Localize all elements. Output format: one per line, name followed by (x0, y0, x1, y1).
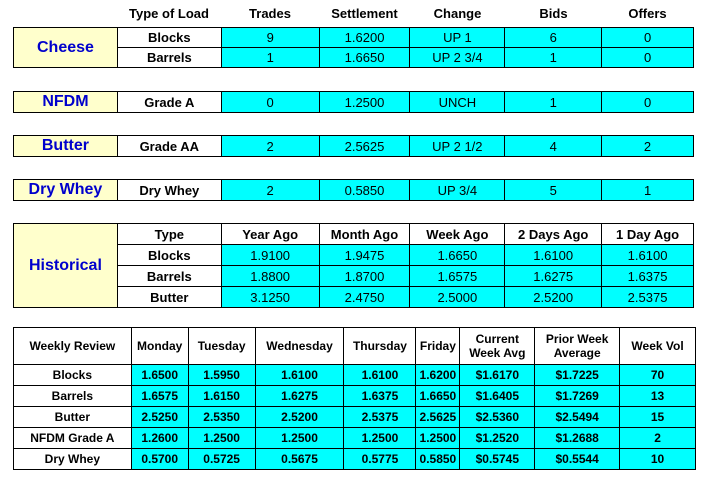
nfdm-trades: 0 (221, 92, 319, 113)
weekly-row-label: NFDM Grade A (14, 428, 132, 449)
cheese-barrels-type: Barrels (117, 48, 221, 68)
drywhey-settlement: 0.5850 (319, 180, 410, 201)
historical-cell: 1.6375 (602, 266, 694, 287)
weekly-cell: 0.5775 (344, 449, 416, 470)
drywhey-type: Dry Whey (117, 180, 221, 201)
header-change: Change (433, 6, 482, 21)
weekly-cell: $0.5544 (535, 449, 620, 470)
cheese-blocks-change: UP 1 (410, 28, 505, 48)
historical-cell: 3.1250 (221, 287, 319, 308)
weekly-cell: $1.2688 (535, 428, 620, 449)
historical-cell: 1.6100 (505, 245, 602, 266)
header-bids: Bids (539, 6, 568, 21)
cheese-blocks-bids: 6 (505, 28, 602, 48)
weekly-header-monday: Monday (131, 328, 188, 365)
weekly-cell: 0.5725 (188, 449, 255, 470)
cheese-table (13, 27, 694, 68)
weekly-cell: 2.5625 (416, 407, 460, 428)
historical-header-type: Type (117, 224, 221, 245)
cheese-blocks-offers: 0 (602, 28, 694, 48)
butter-type: Grade AA (117, 136, 221, 157)
nfdm-label: NFDM (14, 92, 118, 113)
weekly-cell: 1.6575 (131, 386, 188, 407)
cheese-barrels-trades: 1 (221, 48, 319, 68)
historical-header-1-day-ago: 1 Day Ago (602, 224, 694, 245)
historical-cell: 1.6650 (410, 245, 505, 266)
weekly-row-label: Dry Whey (14, 449, 132, 470)
historical-cell: 1.6575 (410, 266, 505, 287)
weekly-cell: 1.2500 (416, 428, 460, 449)
weekly-header-friday: Friday (416, 328, 460, 365)
weekly-cell: $2.5360 (460, 407, 535, 428)
historical-cell: 2.5375 (602, 287, 694, 308)
weekly-cell: 1.6200 (416, 365, 460, 386)
weekly-row-label: Blocks (14, 365, 132, 386)
weekly-row-label: Butter (14, 407, 132, 428)
historical-header-year-ago: Year Ago (221, 224, 319, 245)
header-settlement: Settlement (331, 6, 398, 21)
cheese-blocks-type: Blocks (117, 28, 221, 48)
weekly-cell: 1.6275 (255, 386, 344, 407)
header-trades: Trades (249, 6, 291, 21)
cheese-blocks-settlement: 1.6200 (319, 28, 410, 48)
nfdm-type: Grade A (117, 92, 221, 113)
cheese-barrels-settlement: 1.6650 (319, 48, 410, 68)
header-type-of-load: Type of Load (129, 6, 209, 21)
historical-cell: 1.9100 (221, 245, 319, 266)
weekly-cell: 1.2500 (188, 428, 255, 449)
drywhey-trades: 2 (221, 180, 319, 201)
historical-header-month-ago: Month Ago (319, 224, 410, 245)
weekly-row-label: Barrels (14, 386, 132, 407)
weekly-cell: $1.6170 (460, 365, 535, 386)
weekly-cell: 2 (620, 428, 696, 449)
weekly-cell: 1.2500 (344, 428, 416, 449)
historical-row-label: Butter (117, 287, 221, 308)
drywhey-change: UP 3/4 (410, 180, 505, 201)
weekly-cell: $1.7225 (535, 365, 620, 386)
weekly-cell: 1.6650 (416, 386, 460, 407)
weekly-cell: 0.5675 (255, 449, 344, 470)
nfdm-change: UNCH (410, 92, 505, 113)
weekly-header-prior-week-average: Prior Week Average (535, 328, 620, 365)
historical-row-label: Barrels (117, 266, 221, 287)
butter-offers: 2 (602, 136, 694, 157)
weekly-cell: $1.7269 (535, 386, 620, 407)
cheese-barrels-change: UP 2 3/4 (410, 48, 505, 68)
drywhey-bids: 5 (505, 180, 602, 201)
weekly-cell: 1.6150 (188, 386, 255, 407)
nfdm-settlement: 1.2500 (319, 92, 410, 113)
weekly-header-week-vol: Week Vol (620, 328, 696, 365)
historical-label: Historical (14, 224, 118, 308)
weekly-cell: 1.6500 (131, 365, 188, 386)
weekly-cell: 1.2600 (131, 428, 188, 449)
weekly-cell: 2.5350 (188, 407, 255, 428)
weekly-cell: 2.5200 (255, 407, 344, 428)
weekly-review-table (13, 327, 696, 470)
butter-settlement: 2.5625 (319, 136, 410, 157)
weekly-header-wednesday: Wednesday (255, 328, 344, 365)
weekly-header-weekly-review: Weekly Review (14, 328, 132, 365)
butter-label: Butter (14, 136, 118, 157)
butter-trades: 2 (221, 136, 319, 157)
historical-table (13, 223, 694, 308)
drywhey-offers: 1 (602, 180, 694, 201)
historical-cell: 1.8800 (221, 266, 319, 287)
weekly-cell: 1.6100 (344, 365, 416, 386)
weekly-cell: 10 (620, 449, 696, 470)
historical-cell: 2.5200 (505, 287, 602, 308)
weekly-cell: 0.5700 (131, 449, 188, 470)
drywhey-label: Dry Whey (14, 180, 118, 201)
cheese-barrels-bids: 1 (505, 48, 602, 68)
butter-bids: 4 (505, 136, 602, 157)
historical-cell: 2.5000 (410, 287, 505, 308)
drywhey-table (13, 179, 694, 201)
nfdm-offers: 0 (602, 92, 694, 113)
historical-cell: 2.4750 (319, 287, 410, 308)
nfdm-bids: 1 (505, 92, 602, 113)
cheese-blocks-trades: 9 (221, 28, 319, 48)
weekly-cell: $2.5494 (535, 407, 620, 428)
weekly-cell: 1.6375 (344, 386, 416, 407)
header-offers: Offers (628, 6, 667, 21)
historical-cell: 1.8700 (319, 266, 410, 287)
historical-cell: 1.6100 (602, 245, 694, 266)
weekly-cell: 13 (620, 386, 696, 407)
historical-cell: 1.9475 (319, 245, 410, 266)
weekly-cell: 0.5850 (416, 449, 460, 470)
weekly-cell: 1.5950 (188, 365, 255, 386)
weekly-header-thursday: Thursday (344, 328, 416, 365)
butter-change: UP 2 1/2 (410, 136, 505, 157)
weekly-cell: 2.5250 (131, 407, 188, 428)
weekly-cell: 1.6100 (255, 365, 344, 386)
weekly-cell: 15 (620, 407, 696, 428)
weekly-cell: $1.6405 (460, 386, 535, 407)
historical-header-week-ago: Week Ago (410, 224, 505, 245)
butter-table (13, 135, 694, 157)
weekly-cell: $1.2520 (460, 428, 535, 449)
nfdm-table (13, 91, 694, 113)
weekly-cell: 70 (620, 365, 696, 386)
historical-row-label: Blocks (117, 245, 221, 266)
cheese-barrels-offers: 0 (602, 48, 694, 68)
weekly-cell: 1.2500 (255, 428, 344, 449)
cheese-label: Cheese (14, 28, 118, 68)
weekly-header-current-week-avg: Current Week Avg (460, 328, 535, 365)
weekly-cell: 2.5375 (344, 407, 416, 428)
weekly-header-tuesday: Tuesday (188, 328, 255, 365)
weekly-cell: $0.5745 (460, 449, 535, 470)
historical-header-2-days-ago: 2 Days Ago (505, 224, 602, 245)
historical-cell: 1.6275 (505, 266, 602, 287)
